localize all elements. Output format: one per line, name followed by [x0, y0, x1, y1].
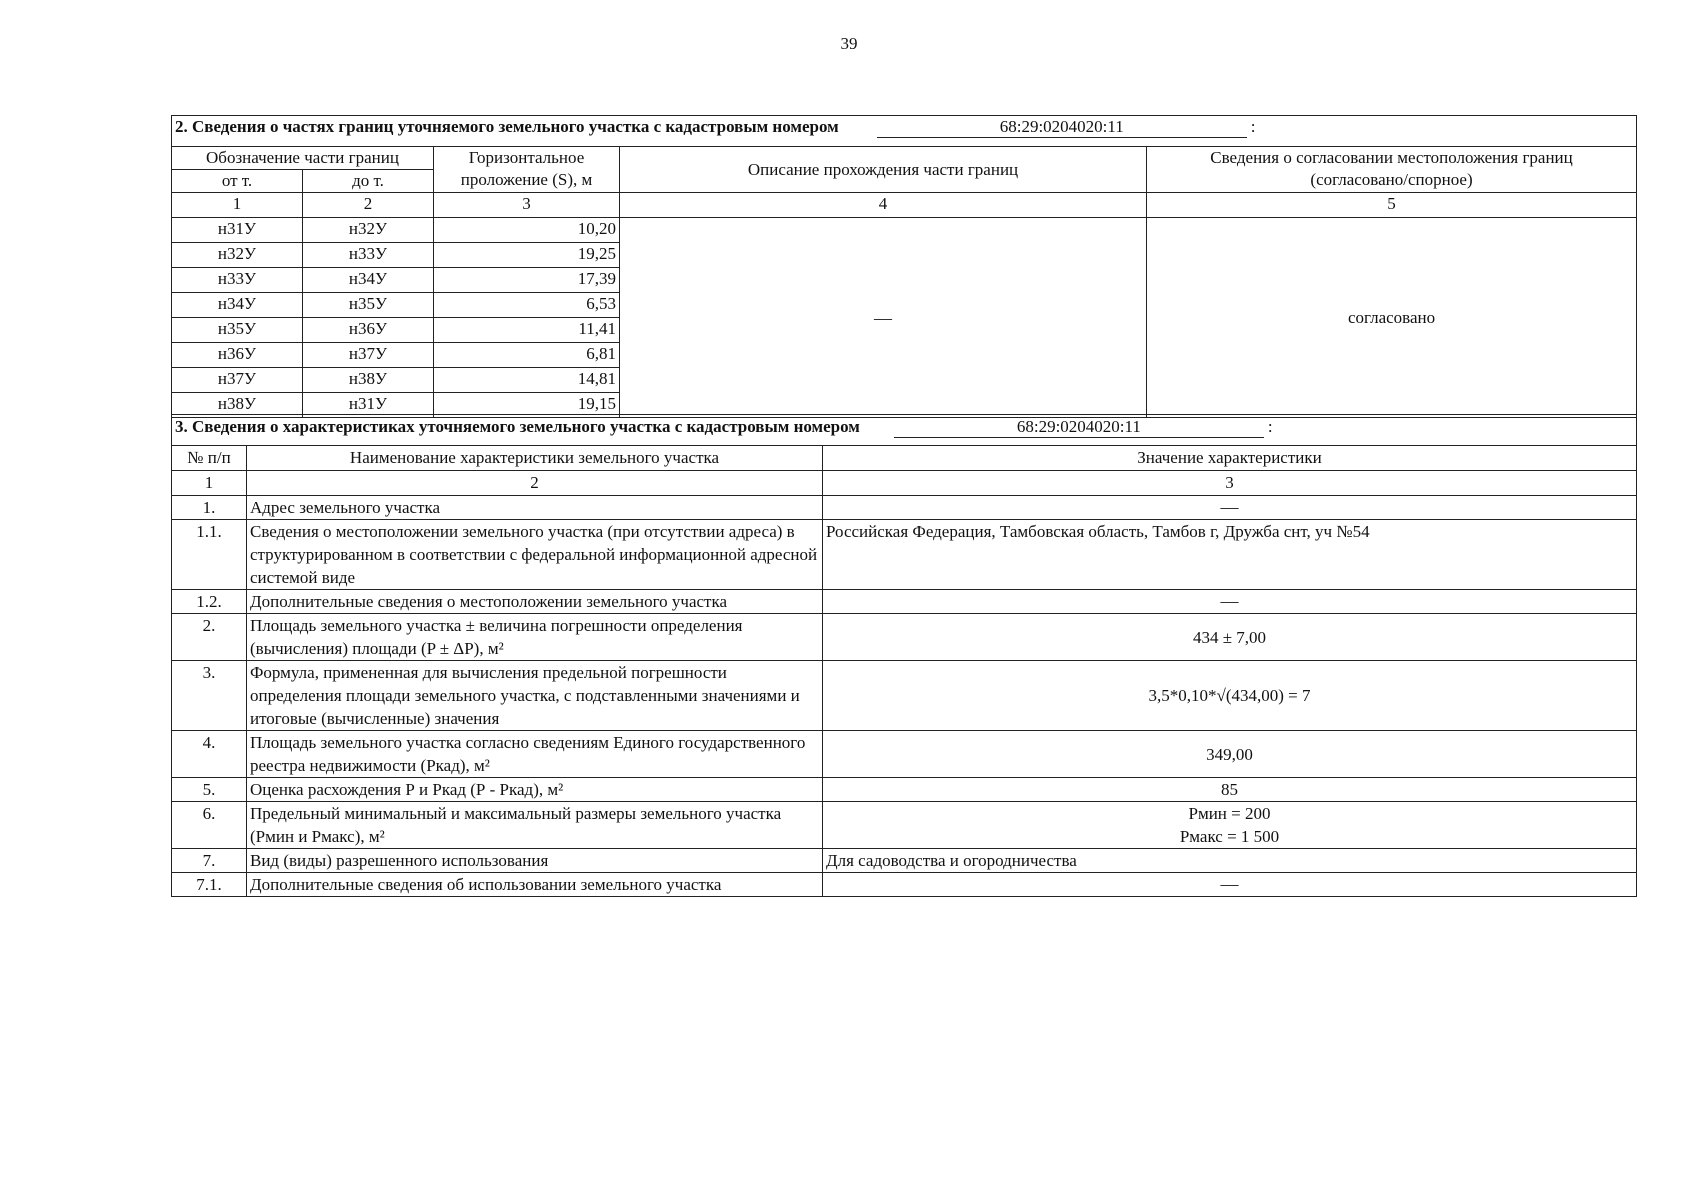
- row-number: 2.: [172, 614, 247, 661]
- table-row: [172, 218, 1637, 243]
- section2-cadastral-number: 68:29:0204020:11: [877, 117, 1247, 138]
- row-value-group: [823, 802, 1637, 849]
- section3-colon: :: [1267, 417, 1273, 436]
- horizontal-distance: 14,81: [434, 368, 620, 393]
- from-point: н38У: [172, 393, 303, 418]
- from-point: н34У: [172, 293, 303, 318]
- header-to-point: до т.: [303, 170, 434, 193]
- column-number: 1: [172, 471, 247, 496]
- column-number: 2: [303, 193, 434, 218]
- row-name: Предельный минимальный и максимальный размеры земельного участка (Рмин и Рмакс), м²: [247, 802, 823, 849]
- section2-title-cell: [172, 116, 1637, 147]
- column-number-row: [172, 471, 1637, 496]
- row-name: Площадь земельного участка согласно сведениям Единого государственного реестра недвижимости (Ркад), м²: [247, 731, 823, 778]
- header-horizontal-line1: Горизонтальное: [468, 148, 585, 167]
- table-row: [172, 590, 1637, 614]
- to-point: н32У: [303, 218, 434, 243]
- section3-title-cell: [172, 415, 1637, 446]
- row-number: 3.: [172, 661, 247, 731]
- row-name: Адрес земельного участка: [247, 496, 823, 520]
- to-point: н31У: [303, 393, 434, 418]
- row-name: Дополнительные сведения о местоположении земельного участка: [247, 590, 823, 614]
- boundary-parts-table: [171, 115, 1637, 418]
- row-number: 1.1.: [172, 520, 247, 590]
- column-number: 4: [620, 193, 1147, 218]
- header-description: Описание прохождения части границ: [620, 147, 1147, 193]
- row-name: Сведения о местоположении земельного участка (при отсутствии адреса) в структурированном в соответствии с федеральной информационной адресной системой виде: [247, 520, 823, 590]
- row-value: 3,5*0,10*√(434,00) = 7: [823, 661, 1637, 731]
- column-number: 5: [1147, 193, 1637, 218]
- header-horizontal-line2: проложение (S), м: [460, 170, 593, 189]
- section3-cadastral-number: 68:29:0204020:11: [894, 417, 1264, 438]
- header-agreement-line2: (согласовано/спорное): [1310, 170, 1473, 189]
- column-number: 3: [434, 193, 620, 218]
- table-row: [172, 496, 1637, 520]
- to-point: н35У: [303, 293, 434, 318]
- to-point: н33У: [303, 243, 434, 268]
- land-characteristics-table: [171, 414, 1637, 897]
- column-number: 3: [823, 471, 1637, 496]
- section2-colon: :: [1250, 117, 1256, 136]
- section3-title: 3. Сведения о характеристиках уточняемого земельного участка с кадастровым номером: [175, 417, 860, 436]
- header-num: № п/п: [172, 446, 247, 471]
- row-name: Площадь земельного участка ± величина погрешности определения (вычисления) площади (P ± ΔP), м²: [247, 614, 823, 661]
- horizontal-distance: 10,20: [434, 218, 620, 243]
- row-number: 6.: [172, 802, 247, 849]
- from-point: н35У: [172, 318, 303, 343]
- row-value: —: [823, 590, 1637, 614]
- column-number: 2: [247, 471, 823, 496]
- from-point: н37У: [172, 368, 303, 393]
- row-number: 1.: [172, 496, 247, 520]
- header-part-designation: Обозначение части границ: [172, 147, 434, 170]
- table-row: [172, 614, 1637, 661]
- from-point: н33У: [172, 268, 303, 293]
- to-point: н36У: [303, 318, 434, 343]
- to-point: н37У: [303, 343, 434, 368]
- table-row: [172, 802, 1637, 849]
- row-name: Дополнительные сведения об использовании земельного участка: [247, 873, 823, 897]
- section2-title: 2. Сведения о частях границ уточняемого земельного участка с кадастровым номером: [175, 117, 839, 136]
- from-point: н36У: [172, 343, 303, 368]
- row-number: 4.: [172, 731, 247, 778]
- row-value: 349,00: [823, 731, 1637, 778]
- to-point: н34У: [303, 268, 434, 293]
- header-from-point: от т.: [172, 170, 303, 193]
- horizontal-distance: 6,53: [434, 293, 620, 318]
- row-value: —: [823, 496, 1637, 520]
- row-value: 434 ± 7,00: [823, 614, 1637, 661]
- table-row: [172, 778, 1637, 802]
- to-point: н38У: [303, 368, 434, 393]
- column-number-row: [172, 193, 1637, 218]
- horizontal-distance: 11,41: [434, 318, 620, 343]
- column-number: 1: [172, 193, 303, 218]
- header-name: Наименование характеристики земельного участка: [247, 446, 823, 471]
- row-value: Для садоводства и огородничества: [823, 849, 1637, 873]
- row-name: Вид (виды) разрешенного использования: [247, 849, 823, 873]
- table-row: [172, 661, 1637, 731]
- from-point: н32У: [172, 243, 303, 268]
- row-value: —: [823, 873, 1637, 897]
- row-number: 5.: [172, 778, 247, 802]
- horizontal-distance: 19,15: [434, 393, 620, 418]
- page-number: 39: [840, 34, 858, 53]
- table-row: [172, 520, 1637, 590]
- horizontal-distance: 17,39: [434, 268, 620, 293]
- horizontal-distance: 6,81: [434, 343, 620, 368]
- row-value: 85: [823, 778, 1637, 802]
- row-number: 7.: [172, 849, 247, 873]
- row-value: Российская Федерация, Тамбовская область, Тамбов г, Дружба снт, уч №54: [823, 520, 1637, 590]
- row-name: Оценка расхождения Р и Ркад (Р - Ркад), м²: [247, 778, 823, 802]
- row-number: 1.2.: [172, 590, 247, 614]
- header-value: Значение характеристики: [823, 446, 1637, 471]
- table-row: [172, 873, 1637, 897]
- row-value-min: Рмин = 200: [1188, 804, 1271, 823]
- from-point: н31У: [172, 218, 303, 243]
- header-agreement-line1: Сведения о согласовании местоположения границ: [1210, 148, 1573, 167]
- header-agreement: [1147, 147, 1637, 193]
- row-name: Формула, примененная для вычисления предельной погрешности определения площади земельного участка, с подставленными значениями и итоговые (вычисленные) значения: [247, 661, 823, 731]
- row-number: 7.1.: [172, 873, 247, 897]
- table-row: [172, 731, 1637, 778]
- description-value: —: [620, 218, 1147, 418]
- table-row: [172, 849, 1637, 873]
- row-value-max: Рмакс = 1 500: [1179, 827, 1280, 846]
- agreement-value: согласовано: [1147, 218, 1637, 418]
- header-horizontal-distance: [434, 147, 620, 193]
- horizontal-distance: 19,25: [434, 243, 620, 268]
